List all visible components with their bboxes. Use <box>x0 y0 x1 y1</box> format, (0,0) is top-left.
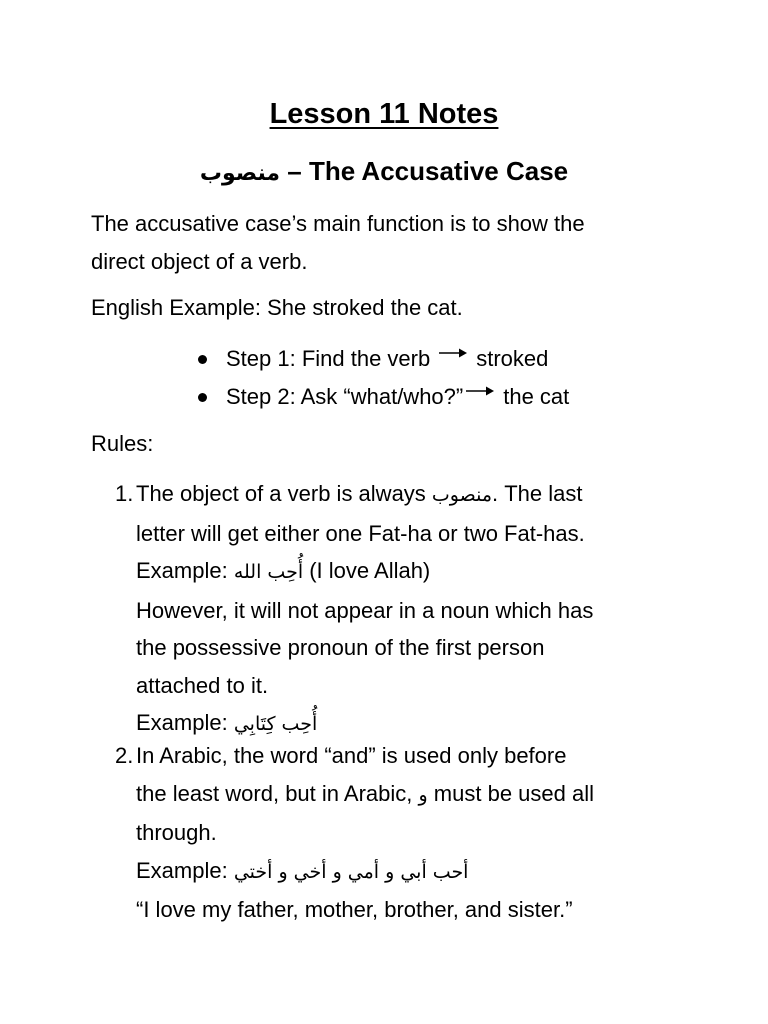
page-title: Lesson 11 Notes <box>269 98 499 130</box>
list-item <box>194 340 714 378</box>
rule-line: letter will get either one Fat-ha or two Fat-has. <box>136 520 585 546</box>
arabic-example: أحب أبي و أمي و أخي و أختي <box>233 860 469 883</box>
intro-paragraph <box>91 205 711 281</box>
example-translation: “I love my father, mother, brother, and sister.” <box>136 897 573 922</box>
arabic-term: منصوب <box>431 484 493 506</box>
rules-heading: Rules: <box>91 431 154 456</box>
rule-text: The object of a verb is always <box>136 481 432 506</box>
rule-item <box>91 475 711 744</box>
rule-line: the possessive pronoun of the first person <box>136 635 545 660</box>
arrow-right-icon <box>465 384 495 398</box>
intro-line: The accusative case’s main function is to show the <box>91 211 585 236</box>
rule-line <box>136 475 711 515</box>
rule-text: . The last <box>492 481 583 506</box>
arabic-term: و <box>418 783 428 806</box>
rule-line <box>136 775 711 815</box>
rule-line: attached to it. <box>136 672 269 698</box>
bullet-icon <box>198 393 207 402</box>
arabic-example: أُحِب الله <box>233 561 304 583</box>
rule-text: the least word, but in Arabic, <box>136 780 419 806</box>
example-translation: (I love Allah) <box>303 558 431 583</box>
bullet-icon <box>198 355 207 364</box>
rule-body <box>136 737 711 929</box>
step-label: Step 1: Find the verb <box>226 346 431 371</box>
rule-line: through. <box>136 820 217 845</box>
example-label: Example: <box>136 857 234 883</box>
subtitle-arabic-term: منصوب <box>199 161 281 186</box>
rule-number: 1. <box>115 481 134 506</box>
step-result: stroked <box>476 346 549 371</box>
step-result: the cat <box>503 384 570 409</box>
arabic-example: أُحِب كِتَابِي <box>233 713 318 735</box>
example-label: Example: <box>136 710 234 735</box>
rule-number: 2. <box>115 743 134 768</box>
rule-line: However, it will not appear in a noun which has <box>136 597 594 623</box>
english-example: English Example: She stroked the cat. <box>91 295 463 320</box>
rule-item <box>91 737 711 929</box>
rule-example <box>136 552 711 592</box>
example-label: Example: <box>136 558 234 583</box>
list-item <box>194 378 714 416</box>
rule-body <box>136 475 711 744</box>
steps-list <box>194 340 714 416</box>
page-subtitle <box>0 156 768 187</box>
rule-text: must be used all <box>427 780 594 806</box>
rule-line: In Arabic, the word “and” is used only before <box>136 743 567 768</box>
subtitle-english: – The Accusative Case <box>280 156 569 186</box>
intro-line: direct object of a verb. <box>91 249 308 274</box>
arrow-right-icon <box>438 346 468 360</box>
rule-example <box>136 852 711 892</box>
step-label: Step 2: Ask “what/who?” <box>226 384 464 409</box>
